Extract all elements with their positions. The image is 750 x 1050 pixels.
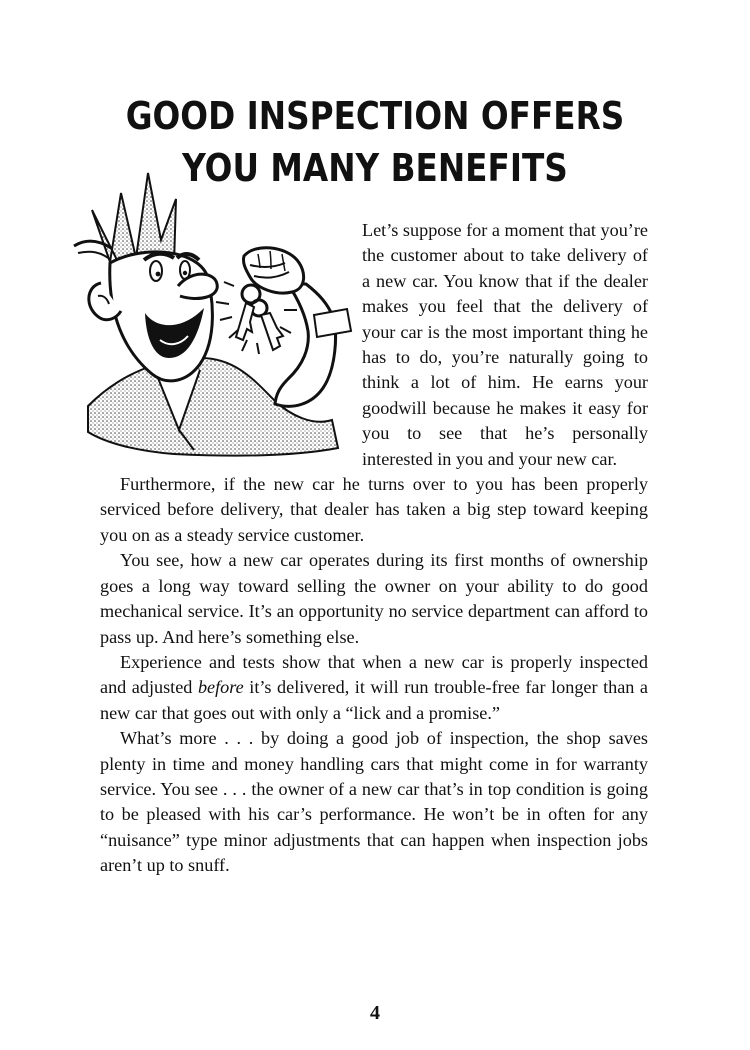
article-body [100, 218, 648, 879]
illustration-wrap-space [100, 218, 362, 468]
page-number: 4 [370, 1002, 380, 1024]
paragraph-4-emphasis: before [197, 677, 244, 698]
paragraph-4-before-emphasis: Experience and tests show that when a new car is properly inspected and adjusted [100, 651, 648, 698]
page-title: GOOD INSPECTION OFFERS YOU MANY BENEFITS [125, 94, 625, 190]
paragraph-4 [100, 650, 648, 726]
paragraph-5: What’s more . . . by doing a good job of inspection, the shop saves plenty in time and money handling cars that might come in for warranty service. You see . . . the owner of a new car that’s in top condition is going to be pleased with his car’s performance. He won’t be in often for any “nuisance” type minor adjustments that can happen when inspection jobs aren’t up to snuff. [100, 728, 648, 876]
paragraph-4-after-emphasis: it’s delivered, it will run trouble-free far longer than a new car that goes out with only a “lick and a promise.” [100, 677, 648, 723]
paragraph-2: Furthermore, if the new car he turns over to you has been properly serviced before delivery, that dealer has taken a big step toward keeping you on as a steady service customer. [100, 474, 648, 545]
paragraph-1: Let’s suppose for a moment that you’re the customer about to take delivery of a new car. You know that if the dealer makes you feel that the delivery of your car is the most important thing he has to do, you’re naturally going to think a lot of him. He earns your goodwill because he makes it easy for you to see that he’s personally interested in you and your new car. [362, 220, 648, 469]
paragraph-3: You see, how a new car operates during its first months of ownership goes a long way toward selling the owner on your ability to do good mechanical service. It’s an opportunity no service department can afford to pass up. And here’s something else. [100, 550, 648, 647]
